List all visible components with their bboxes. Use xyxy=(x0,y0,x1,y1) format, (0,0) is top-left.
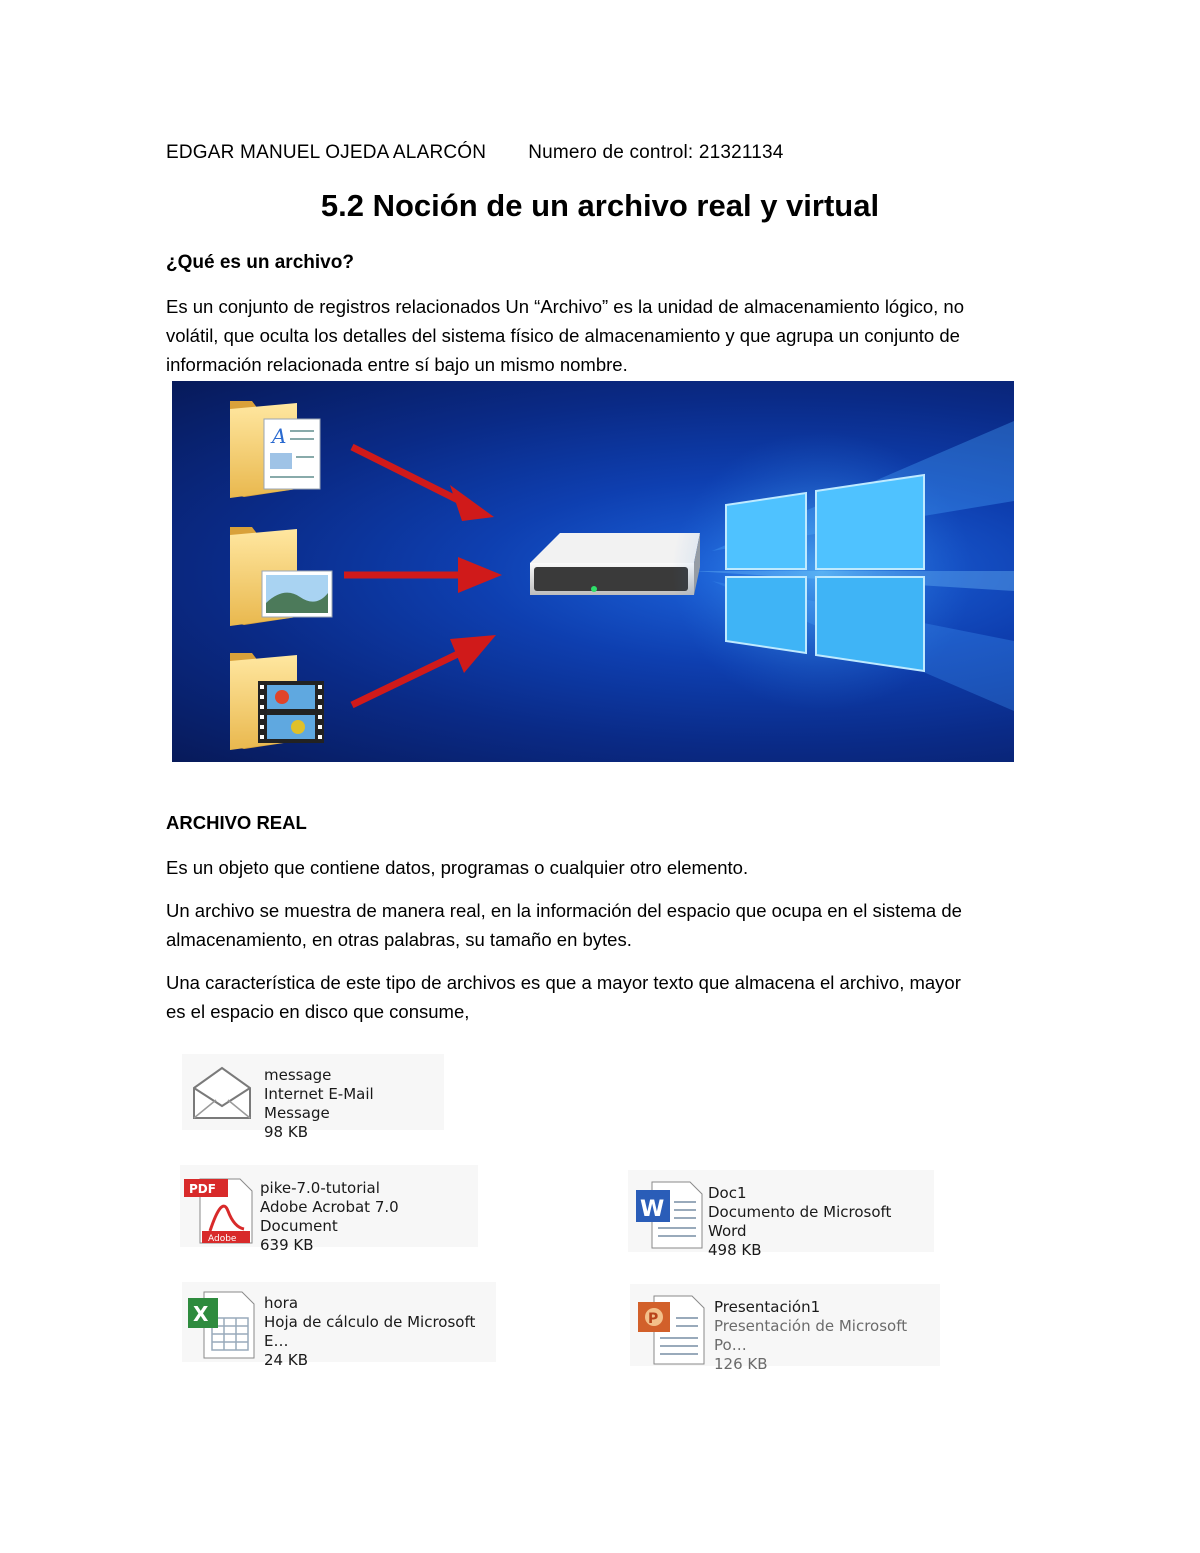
file-type: Documento de Microsoft Word xyxy=(708,1203,892,1240)
intro-line: información relacionada entre sí bajo un mismo nombre. xyxy=(166,354,628,375)
excel-icon xyxy=(186,1288,258,1360)
arrow-middle-head xyxy=(458,557,502,593)
control-number: Numero de control: 21321134 xyxy=(528,142,784,163)
paragraph-line: almacenamiento, en otras palabras, su tamaño en bytes. xyxy=(166,929,632,950)
file-type: Internet E-Mail Message xyxy=(264,1085,374,1122)
powerpoint-icon xyxy=(636,1294,708,1366)
intro-line: Es un conjunto de registros relacionados Un “Archivo” es la unidad de almacenamiento lógico, no xyxy=(166,296,965,317)
file-name: hora xyxy=(264,1294,299,1312)
file-item-message xyxy=(182,1054,444,1141)
document-header xyxy=(166,142,784,164)
paragraph-line: Un archivo se muestra de manera real, en la información del espacio que ocupa en el sistema de xyxy=(166,900,962,921)
file-type: Presentación de Microsoft Po… xyxy=(714,1317,908,1354)
file-size: 98 KB xyxy=(264,1123,308,1141)
file-item-powerpoint xyxy=(630,1284,940,1373)
file-item-word xyxy=(628,1170,934,1259)
file-name: message xyxy=(264,1066,332,1084)
svg-text:PDF: PDF xyxy=(189,1182,216,1196)
file-type: Hoja de cálculo de Microsoft E… xyxy=(264,1313,476,1350)
file-size: 24 KB xyxy=(264,1351,308,1369)
file-item-excel xyxy=(182,1282,496,1369)
file-type: Adobe Acrobat 7.0 Document xyxy=(260,1198,399,1235)
section-question: ¿Qué es un archivo? xyxy=(166,252,354,273)
real-paragraph-1: Es un objeto que contiene datos, programas o cualquier otro elemento. xyxy=(166,857,749,878)
arrows xyxy=(344,447,502,705)
file-storage-illustration xyxy=(172,381,1014,762)
file-item-pdf xyxy=(180,1165,478,1254)
arrow-top xyxy=(352,447,464,503)
folder-document-icon xyxy=(230,401,320,498)
paragraph-line: Una característica de este tipo de archivos es que a mayor texto que almacena el archivo, mayor xyxy=(166,972,961,993)
svg-text:X: X xyxy=(193,1302,209,1326)
arrow-top-head xyxy=(450,485,494,521)
real-paragraph-3 xyxy=(166,968,1036,1026)
file-size: 126 KB xyxy=(714,1355,768,1373)
file-size: 498 KB xyxy=(708,1241,762,1259)
section-heading-real: ARCHIVO REAL xyxy=(166,812,307,833)
svg-text:A: A xyxy=(272,424,287,448)
file-name: Presentación1 xyxy=(714,1298,821,1316)
arrow-bottom xyxy=(352,651,464,705)
paragraph-line: es el espacio en disco que consume, xyxy=(166,1001,470,1022)
svg-text:Adobe: Adobe xyxy=(208,1234,237,1244)
author-name: EDGAR MANUEL OJEDA ALARCÓN xyxy=(166,142,487,163)
page-title: 5.2 Noción de un archivo real y virtual xyxy=(320,188,880,223)
intro-paragraph xyxy=(166,292,1036,379)
windows-logo xyxy=(672,431,972,711)
word-icon xyxy=(634,1178,704,1250)
file-name: Doc1 xyxy=(708,1184,747,1202)
arrow-bottom-head xyxy=(450,635,496,673)
real-paragraph-2 xyxy=(166,896,1036,954)
file-name: pike-7.0-tutorial xyxy=(260,1179,380,1197)
pdf-icon xyxy=(182,1175,254,1245)
svg-text:W: W xyxy=(640,1197,665,1222)
intro-line: volátil, que oculta los detalles del sistema físico de almacenamiento y que agrupa un conjunto de xyxy=(166,325,960,346)
file-size: 639 KB xyxy=(260,1236,314,1254)
svg-text:P: P xyxy=(648,1311,659,1327)
folder-image-icon xyxy=(230,527,332,626)
folder-video-icon xyxy=(230,653,324,750)
envelope-icon xyxy=(190,1062,254,1122)
